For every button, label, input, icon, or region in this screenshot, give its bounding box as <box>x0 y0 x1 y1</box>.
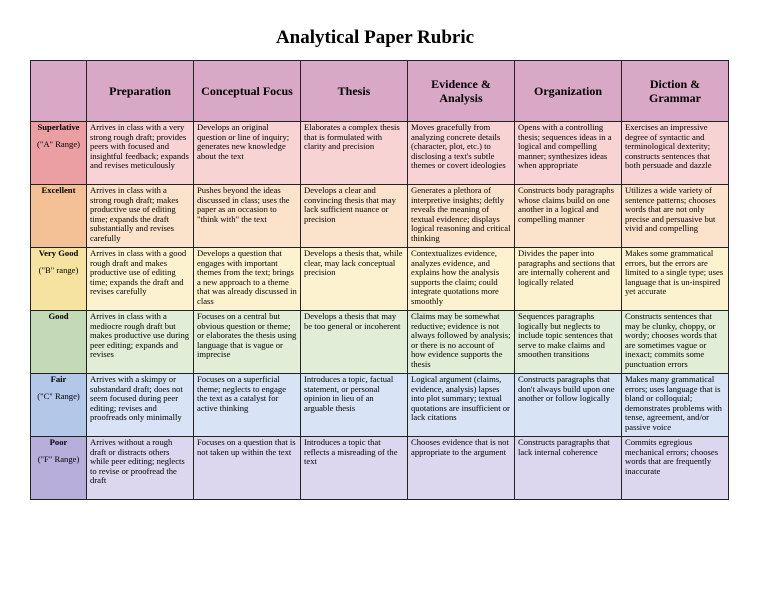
criterion-cell-conceptual-focus: Pushes beyond the ideas discussed in class; uses the paper as an occasion to "think with" the text <box>194 185 301 248</box>
criterion-cell-thesis: Develops a clear and convincing thesis that may lack sufficient nuance or precision <box>301 185 408 248</box>
level-cell <box>31 311 87 374</box>
criterion-cell-organization: Divides the paper into paragraphs and sections that are internally coherent and logically related <box>515 248 622 311</box>
criterion-cell-evidence-analysis: Logical argument (claims, evidence, analysis) lapses into plot summary; textual quotations are insufficient or lack citations <box>408 374 515 437</box>
criterion-cell-thesis: Develops a thesis that may be too general or incoherent <box>301 311 408 374</box>
criterion-cell-diction-grammar: Exercises an impressive degree of syntactic and terminological dexterity; constructs sentences that both persuade and dazzle <box>622 122 729 185</box>
criterion-cell-preparation: Arrives without a rough draft or distracts others while peer editing; neglects to revise or proofread the draft <box>87 437 194 500</box>
criterion-cell-organization: Constructs paragraphs that lack internal coherence <box>515 437 622 500</box>
level-cell <box>31 185 87 248</box>
header-preparation: Preparation <box>87 61 194 122</box>
criterion-cell-conceptual-focus: Focuses on a question that is not taken up within the text <box>194 437 301 500</box>
criterion-cell-thesis: Elaborates a complex thesis that is formulated with clarity and precision <box>301 122 408 185</box>
header-thesis: Thesis <box>301 61 408 122</box>
level-name: Fair <box>50 374 67 384</box>
level-range: ("B" range) <box>38 264 79 275</box>
level-cell <box>31 437 87 500</box>
criterion-cell-diction-grammar: Makes some grammatical errors, but the errors are limited to a single type; uses language that is un-inspired yet accurate <box>622 248 729 311</box>
rubric-row-fair <box>31 374 729 437</box>
header-row <box>31 61 729 122</box>
level-range: ("F" Range) <box>37 453 80 464</box>
criterion-cell-diction-grammar: Utilizes a wide variety of sentence patterns; chooses words that are not only precise and persuasive but vivid and compelling <box>622 185 729 248</box>
header-organization: Organization <box>515 61 622 122</box>
level-name: Superlative <box>37 122 80 132</box>
level-cell <box>31 122 87 185</box>
header-conceptual-focus: Conceptual Focus <box>194 61 301 122</box>
level-cell <box>31 248 87 311</box>
criterion-cell-thesis: Introduces a topic that reflects a misreading of the text <box>301 437 408 500</box>
criterion-cell-diction-grammar: Makes many grammatical errors; uses language that is bland or colloquial; demonstrates problems with tense, agreement, and/or passive voice <box>622 374 729 437</box>
criterion-cell-preparation: Arrives in class with a strong rough draft; makes productive use of editing time; expands the draft substantially and revises carefully <box>87 185 194 248</box>
criterion-cell-preparation: Arrives with a skimpy or substandard draft; does not seem focused during peer editing; revises and proofreads only minimally <box>87 374 194 437</box>
page-title: Analytical Paper Rubric <box>275 27 475 48</box>
criterion-cell-preparation: Arrives in class with a mediocre rough draft but makes productive use during peer editing; expands and revises <box>87 311 194 374</box>
criterion-cell-diction-grammar: Constructs sentences that may be clunky, choppy, or wordy; chooses words that are sometimes vague or inexact; commits some punctuation errors <box>622 311 729 374</box>
level-cell <box>31 374 87 437</box>
criterion-cell-conceptual-focus: Focuses on a superficial theme; neglects to engage the text as a catalyst for active thinking <box>194 374 301 437</box>
criterion-cell-evidence-analysis: Claims may be somewhat reductive; evidence is not always followed by analysis; or there is no account of how evidence supports the thesis <box>408 311 515 374</box>
level-name: Good <box>48 311 69 321</box>
criterion-cell-evidence-analysis: Moves gracefully from analyzing concrete details (character, plot, etc.) to disclosing a text's subtle themes or covert ideologies <box>408 122 515 185</box>
criterion-cell-conceptual-focus: Develops an original question or line of inquiry; generates new knowledge about the text <box>194 122 301 185</box>
criterion-cell-evidence-analysis: Generates a plethora of interpretive insights; deftly reveals the meaning of textual evidence; displays logical reasoning and critical thinking <box>408 185 515 248</box>
rubric-table <box>30 60 729 500</box>
header-evidence-analysis: Evidence & Analysis <box>408 61 515 122</box>
criterion-cell-evidence-analysis: Contextualizes evidence, analyzes evidence, and explains how the analysis supports the claim; could integrate quotations more smoothly <box>408 248 515 311</box>
criterion-cell-organization: Opens with a controlling thesis; sequences ideas in a logical and compelling manner; synthesizes ideas when appropriate <box>515 122 622 185</box>
header-corner <box>31 61 87 122</box>
rubric-row-superlative <box>31 122 729 185</box>
rubric-row-good <box>31 311 729 374</box>
criterion-cell-organization: Constructs paragraphs that don't always build upon one another or follow logically <box>515 374 622 437</box>
criterion-cell-preparation: Arrives in class with a very strong rough draft; provides peers with focused and insightful feedback; expands and revises meticulously <box>87 122 194 185</box>
criterion-cell-organization: Sequences paragraphs logically but neglects to include topic sentences that serve to make claims and smoothen transitions <box>515 311 622 374</box>
criterion-cell-organization: Constructs body paragraphs whose claims build on one another in a logical and compelling manner <box>515 185 622 248</box>
criterion-cell-thesis: Develops a thesis that, while clear, may lack conceptual precision <box>301 248 408 311</box>
criterion-cell-evidence-analysis: Chooses evidence that is not appropriate to the argument <box>408 437 515 500</box>
criterion-cell-thesis: Introduces a topic, factual statement, or personal opinion in lieu of an arguable thesis <box>301 374 408 437</box>
level-name: Excellent <box>41 185 76 195</box>
criterion-cell-conceptual-focus: Develops a question that engages with important themes from the text; brings a new approach to a theme that was already discussed in class <box>194 248 301 311</box>
rubric-row-poor <box>31 437 729 500</box>
rubric-row-very-good <box>31 248 729 311</box>
level-name: Poor <box>49 437 68 447</box>
criterion-cell-conceptual-focus: Focuses on a central but obvious question or theme; or elaborates the thesis using language that is vague or imprecise <box>194 311 301 374</box>
criterion-cell-diction-grammar: Commits egregious mechanical errors; chooses words that are frequently inaccurate <box>622 437 729 500</box>
rubric-row-excellent <box>31 185 729 248</box>
level-range: ("A" Range) <box>36 138 81 149</box>
level-name: Very Good <box>38 248 79 258</box>
header-diction-grammar: Diction & Grammar <box>622 61 729 122</box>
level-range: ("C" Range) <box>37 390 80 401</box>
criterion-cell-preparation: Arrives in class with a good rough draft and makes productive use of editing time; expands the draft and revises carefully <box>87 248 194 311</box>
